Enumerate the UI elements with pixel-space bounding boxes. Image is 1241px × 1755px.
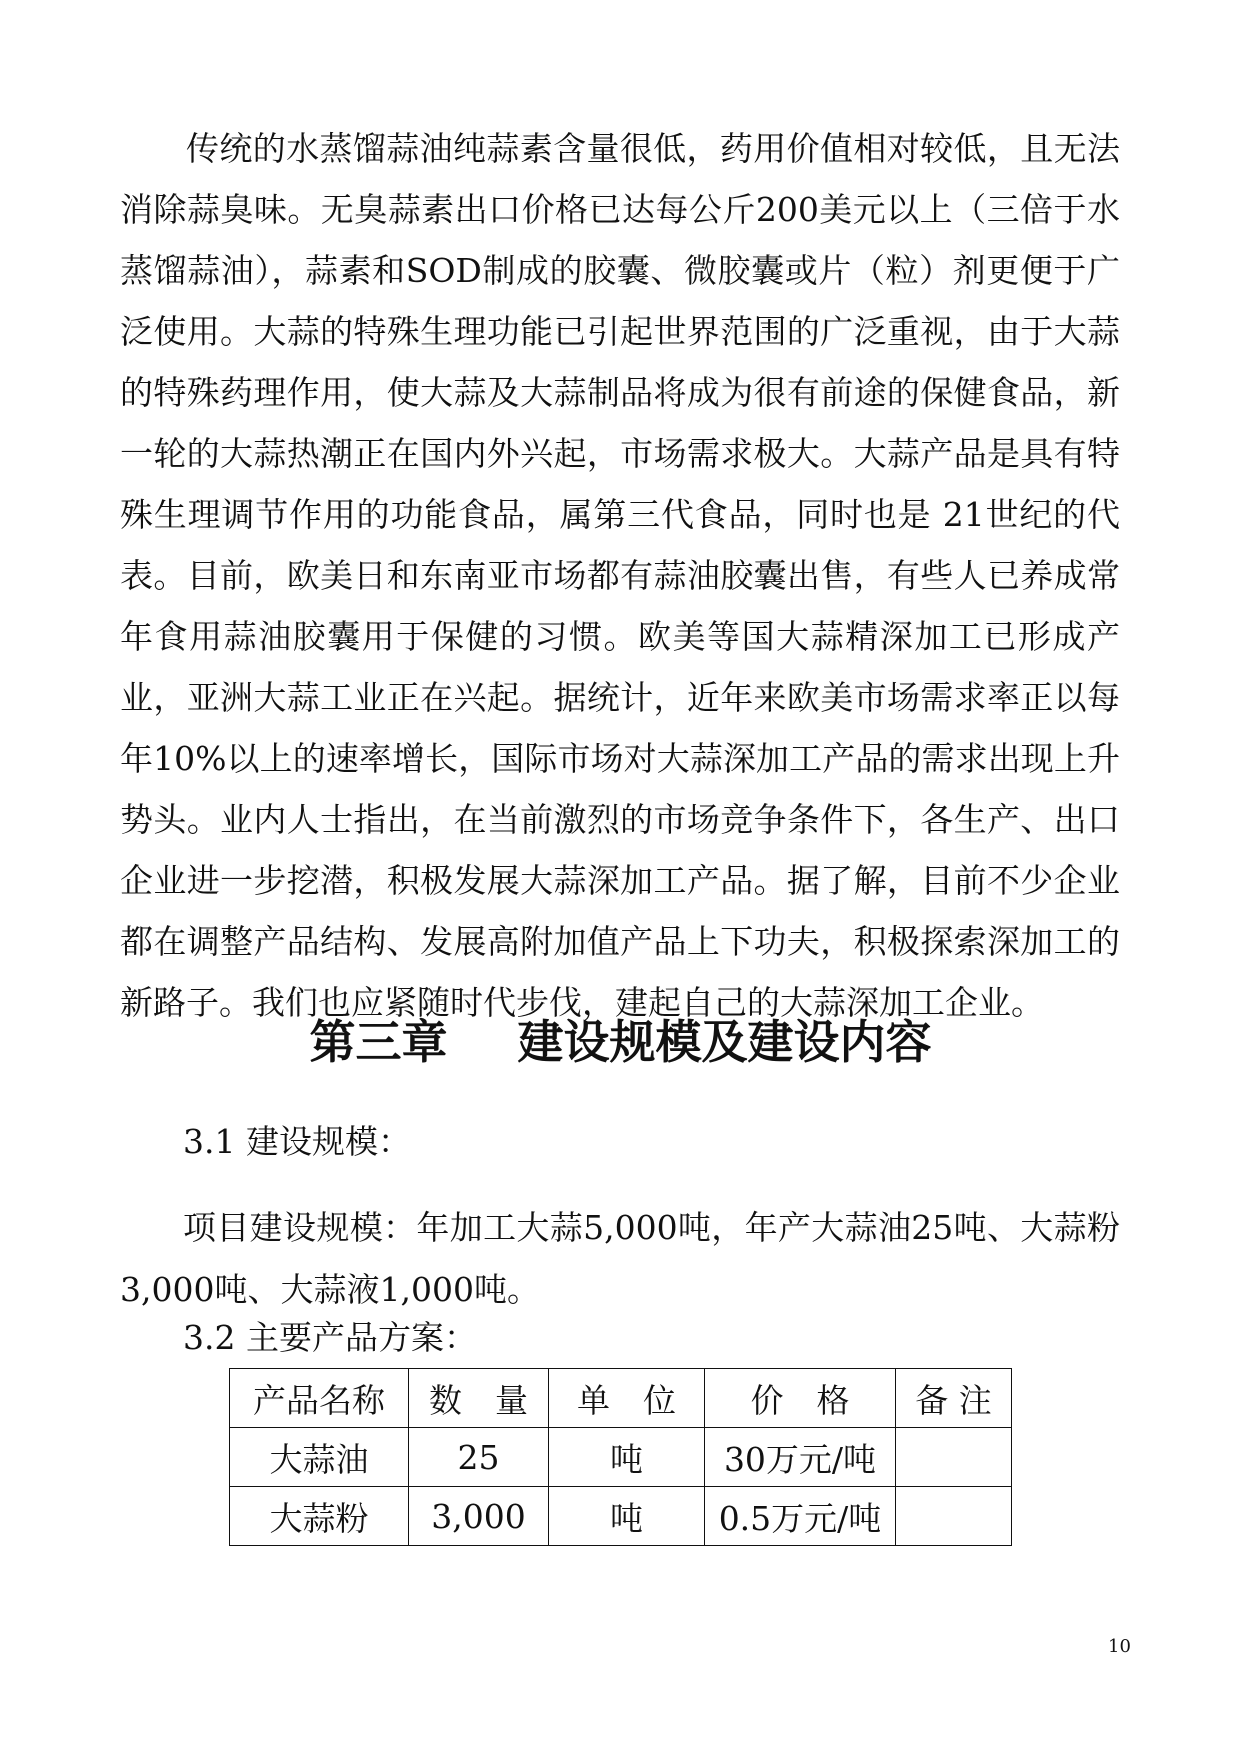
table-cell: 0.5万元/吨	[705, 1487, 896, 1546]
chapter-name: 建设规模及建设内容	[517, 1015, 932, 1069]
table-header-cell: 产品名称	[230, 1369, 409, 1428]
table-cell: 3,000	[409, 1487, 549, 1546]
table-header-cell: 备 注	[896, 1369, 1012, 1428]
table-cell	[896, 1487, 1012, 1546]
table-cell: 30万元/吨	[705, 1428, 896, 1487]
table-cell: 大蒜油	[230, 1428, 409, 1487]
intro-paragraph: 传统的水蒸馏蒜油纯蒜素含量很低，药用价值相对较低，且无法消除蒜臭味。无臭蒜素出口价格已达每公斤200美元以上（三倍于水蒸馏蒜油），蒜素和SOD制成的胶囊、微胶囊或片（粒）剂更便于广泛使用。大蒜的特殊生理功能已引起世界范围的广泛重视，由于大蒜的特殊药理作用，使大蒜及大蒜制品将成为很有前途的保健食品，新一轮的大蒜热潮正在国内外兴起，市场需求极大。大蒜产品是具有特殊生理调节作用的功能食品，属第三代食品，同时也是 21世纪的代表。目前，欧美日和东南亚市场都有蒜油胶囊出售，有些人已养成常年食用蒜油胶囊用于保健的习惯。欧美等国大蒜精深加工已形成产业，亚洲大蒜工业正在兴起。据统计，近年来欧美市场需求率正以每年10%以上的速率增长，国际市场对大蒜深加工产品的需求出现上升势头。业内人士指出，在当前激烈的市场竞争条件下，各生产、出口企业进一步挖潜，积极发展大蒜深加工产品。据了解，目前不少企业都在调整产品结构、发展高附加值产品上下功夫，积极探索深加工的新路子。我们也应紧随时代步伐，建起自己的大蒜深加工企业。	[120, 129, 1120, 1022]
page-number: 10	[1108, 1636, 1131, 1657]
table-cell: 吨	[549, 1487, 705, 1546]
table-header-cell: 数 量	[409, 1369, 549, 1428]
chapter-number: 第三章	[309, 1015, 448, 1069]
product-table	[229, 1368, 1012, 1546]
construction-scale-paragraph: 项目建设规模：年加工大蒜5,000吨，年产大蒜油25吨、大蒜粉3,000吨、大蒜液1,000吨。	[120, 1208, 1120, 1309]
table-cell: 吨	[549, 1428, 705, 1487]
table-header-row	[230, 1369, 1012, 1428]
table-row	[230, 1428, 1012, 1487]
section-3-1-heading: 3.1 建设规模：	[183, 1122, 411, 1161]
table-header-cell: 单 位	[549, 1369, 705, 1428]
table-row	[230, 1487, 1012, 1546]
table-cell: 25	[409, 1428, 549, 1487]
table-cell: 大蒜粉	[230, 1487, 409, 1546]
table-header-cell: 价 格	[705, 1369, 896, 1428]
table-cell	[896, 1428, 1012, 1487]
chapter-title	[0, 1010, 1241, 1074]
section-3-2-heading: 3.2 主要产品方案：	[183, 1318, 477, 1357]
